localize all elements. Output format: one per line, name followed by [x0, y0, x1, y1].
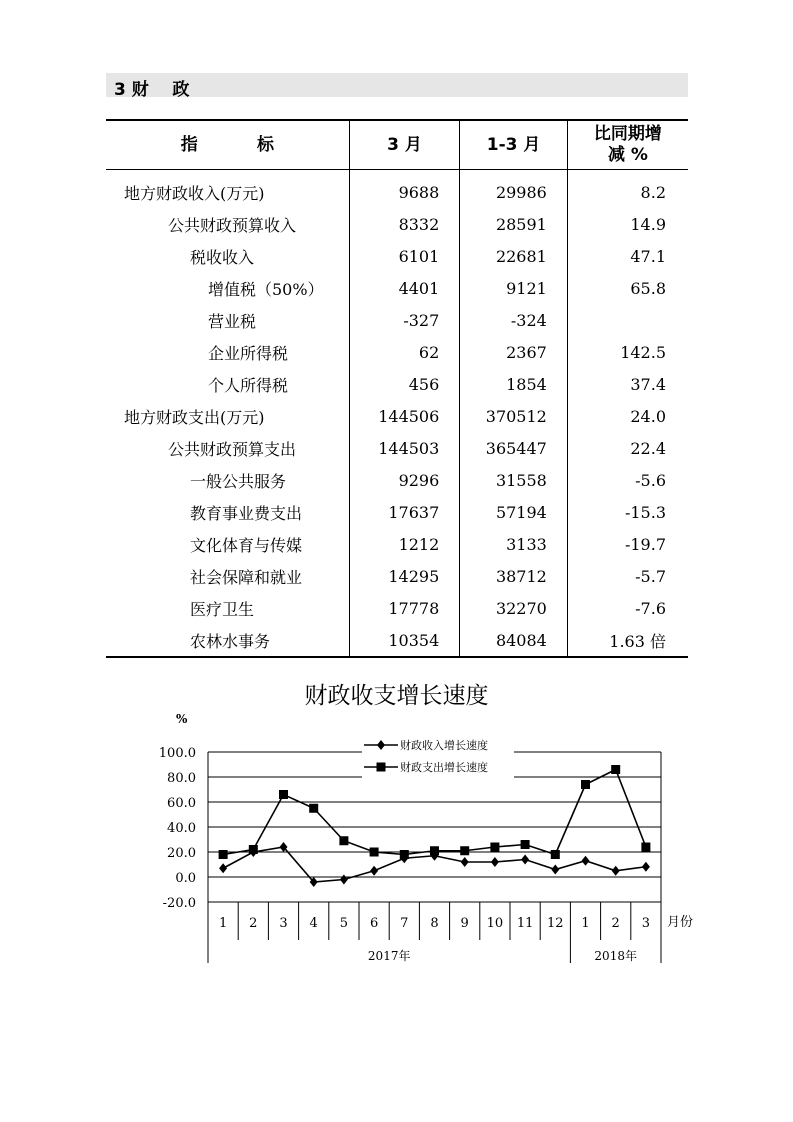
- chart-title: 财政收支增长速度: [304, 683, 489, 709]
- cell-yoy-change: -5.6: [567, 464, 688, 496]
- y-axis-label: %: [176, 712, 188, 726]
- cell-q1: 57194: [460, 496, 568, 528]
- cell-yoy-change: -15.3: [567, 496, 688, 528]
- data-point-square: [521, 840, 530, 849]
- table-row: [106, 368, 688, 400]
- finance-table: [106, 119, 688, 658]
- cell-yoy-change: 1.63 倍: [567, 624, 688, 657]
- data-point-square: [279, 790, 288, 799]
- data-point-diamond: [370, 866, 378, 876]
- table-row: [106, 560, 688, 592]
- row-label: 教育事业费支出: [190, 503, 303, 523]
- x-tick-label: 2: [249, 916, 258, 931]
- data-point-square: [249, 845, 258, 854]
- cell-march: 62: [349, 336, 460, 368]
- table-row: [106, 272, 688, 304]
- legend-label: 财政收入增长速度: [400, 739, 488, 752]
- cell-march: 9296: [349, 464, 460, 496]
- table-row: [106, 592, 688, 624]
- x-tick-label: 11: [516, 916, 534, 931]
- cell-yoy-change: 47.1: [567, 240, 688, 272]
- table-row: [106, 528, 688, 560]
- data-point-diamond: [461, 857, 469, 867]
- cell-yoy-change: 24.0: [567, 400, 688, 432]
- data-point-square: [309, 804, 318, 813]
- data-point-diamond: [551, 865, 559, 875]
- cell-march: 10354: [349, 624, 460, 657]
- row-label: 营业税: [208, 311, 257, 331]
- cell-yoy-change: 8.2: [567, 170, 688, 209]
- cell-yoy-change: 22.4: [567, 432, 688, 464]
- cell-q1: 28591: [460, 208, 568, 240]
- table-header-row: [106, 120, 688, 170]
- row-label: 文化体育与传媒: [190, 535, 303, 555]
- cell-march: 14295: [349, 560, 460, 592]
- data-point-diamond: [642, 862, 650, 872]
- header-yoy-change: [567, 120, 688, 170]
- cell-march: 456: [349, 368, 460, 400]
- cell-q1: 370512: [460, 400, 568, 432]
- cell-march: 17637: [349, 496, 460, 528]
- x-tick-label: 6: [369, 916, 379, 931]
- header-indicator: 指 标: [106, 120, 349, 170]
- cell-march: 6101: [349, 240, 460, 272]
- data-point-square: [490, 843, 499, 852]
- cell-q1: 1854: [460, 368, 568, 400]
- cell-q1: -324: [460, 304, 568, 336]
- cell-march: 8332: [349, 208, 460, 240]
- x-tick-label: 9: [460, 916, 469, 931]
- legend-marker-square: [377, 763, 386, 772]
- cell-march: 144503: [349, 432, 460, 464]
- cell-yoy-change: -19.7: [567, 528, 688, 560]
- table-row: [106, 336, 688, 368]
- header-q1: 1-3 月: [460, 120, 568, 170]
- data-point-diamond: [340, 875, 348, 885]
- y-tick-label: 100.0: [158, 746, 196, 761]
- cell-yoy-change: 37.4: [567, 368, 688, 400]
- row-label: 地方财政支出(万元): [124, 407, 265, 427]
- x-tick-label: 12: [547, 916, 564, 931]
- data-point-square: [460, 846, 469, 855]
- data-point-square: [370, 848, 379, 857]
- year-label: 2017年: [367, 949, 411, 963]
- cell-q1: 31558: [460, 464, 568, 496]
- cell-q1: 22681: [460, 240, 568, 272]
- row-label: 农林水事务: [106, 624, 349, 657]
- y-tick-label: 40.0: [167, 821, 196, 836]
- y-tick-label: 60.0: [167, 796, 196, 811]
- table-row: [106, 496, 688, 528]
- x-axis-label: 月份: [667, 915, 694, 930]
- x-tick-label: 1: [581, 916, 590, 931]
- x-tick-label: 1: [218, 916, 228, 931]
- x-tick-label: 5: [339, 916, 349, 931]
- cell-march: 17778: [349, 592, 460, 624]
- x-tick-label: 3: [279, 916, 288, 931]
- table-row: [106, 624, 688, 657]
- cell-q1: 32270: [460, 592, 568, 624]
- row-label: 增值税（50%）: [208, 279, 324, 299]
- row-label: 一般公共服务: [190, 471, 287, 491]
- y-tick-label: 0.0: [175, 871, 196, 886]
- y-tick-label: -20.0: [162, 896, 196, 911]
- table-row: [106, 400, 688, 432]
- table-row: [106, 208, 688, 240]
- data-point-square: [551, 850, 560, 859]
- cell-march: 4401: [349, 272, 460, 304]
- legend-label: 财政支出增长速度: [400, 761, 488, 774]
- section-header-bar: [106, 73, 688, 100]
- x-tick-label: 7: [400, 916, 409, 931]
- cell-q1: 9121: [460, 272, 568, 304]
- y-tick-label: 20.0: [167, 846, 196, 861]
- section-title: 3 财 政: [114, 80, 190, 100]
- cell-march: -327: [349, 304, 460, 336]
- data-point-square: [581, 780, 590, 789]
- cell-q1: 38712: [460, 560, 568, 592]
- y-tick-label: 80.0: [167, 771, 196, 786]
- data-point-diamond: [521, 855, 529, 865]
- cell-march: 9688: [349, 170, 460, 209]
- table-row: [106, 170, 688, 209]
- data-point-diamond: [491, 857, 499, 867]
- table-row: [106, 304, 688, 336]
- data-point-square: [611, 765, 620, 774]
- row-label: 地方财政收入(万元): [124, 183, 265, 203]
- data-point-square: [219, 850, 228, 859]
- x-tick-label: 10: [486, 916, 504, 931]
- x-tick-label: 2: [611, 916, 620, 931]
- table-row: [106, 432, 688, 464]
- x-tick-label: 3: [641, 916, 651, 931]
- cell-yoy-change: -7.6: [567, 592, 688, 624]
- data-point-square: [339, 836, 348, 845]
- cell-q1: 365447: [460, 432, 568, 464]
- header-yoy-line2: 减 %: [607, 145, 648, 165]
- data-point-diamond: [612, 866, 620, 876]
- line-chart: [0, 700, 793, 980]
- cell-yoy-change: [567, 304, 688, 336]
- data-point-diamond: [219, 863, 227, 873]
- data-point-square: [400, 850, 409, 859]
- cell-yoy-change: 14.9: [567, 208, 688, 240]
- data-point-diamond: [582, 856, 590, 866]
- cell-yoy-change: -5.7: [567, 560, 688, 592]
- cell-q1: 3133: [460, 528, 568, 560]
- x-tick-label: 4: [309, 916, 318, 931]
- row-label: 公共财政预算收入: [168, 215, 297, 235]
- cell-march: 1212: [349, 528, 460, 560]
- row-label: 企业所得税: [208, 343, 289, 363]
- cell-yoy-change: 142.5: [567, 336, 688, 368]
- year-label: 2018年: [594, 949, 637, 963]
- cell-yoy-change: 65.8: [567, 272, 688, 304]
- cell-q1: 84084: [460, 624, 568, 657]
- cell-q1: 2367: [460, 336, 568, 368]
- row-label: 医疗卫生: [190, 599, 255, 619]
- row-label: 税收收入: [190, 247, 255, 267]
- header-march: 3 月: [349, 120, 460, 170]
- table-row: [106, 464, 688, 496]
- header-yoy-line1: 比同期增: [593, 124, 662, 144]
- table-row: [106, 240, 688, 272]
- row-label: 社会保障和就业: [190, 567, 303, 587]
- cell-q1: 29986: [460, 170, 568, 209]
- data-point-square: [430, 846, 439, 855]
- row-label: 个人所得税: [208, 375, 289, 395]
- cell-march: 144506: [349, 400, 460, 432]
- row-label: 公共财政预算支出: [168, 439, 297, 459]
- x-tick-label: 8: [430, 916, 439, 931]
- data-point-square: [641, 843, 650, 852]
